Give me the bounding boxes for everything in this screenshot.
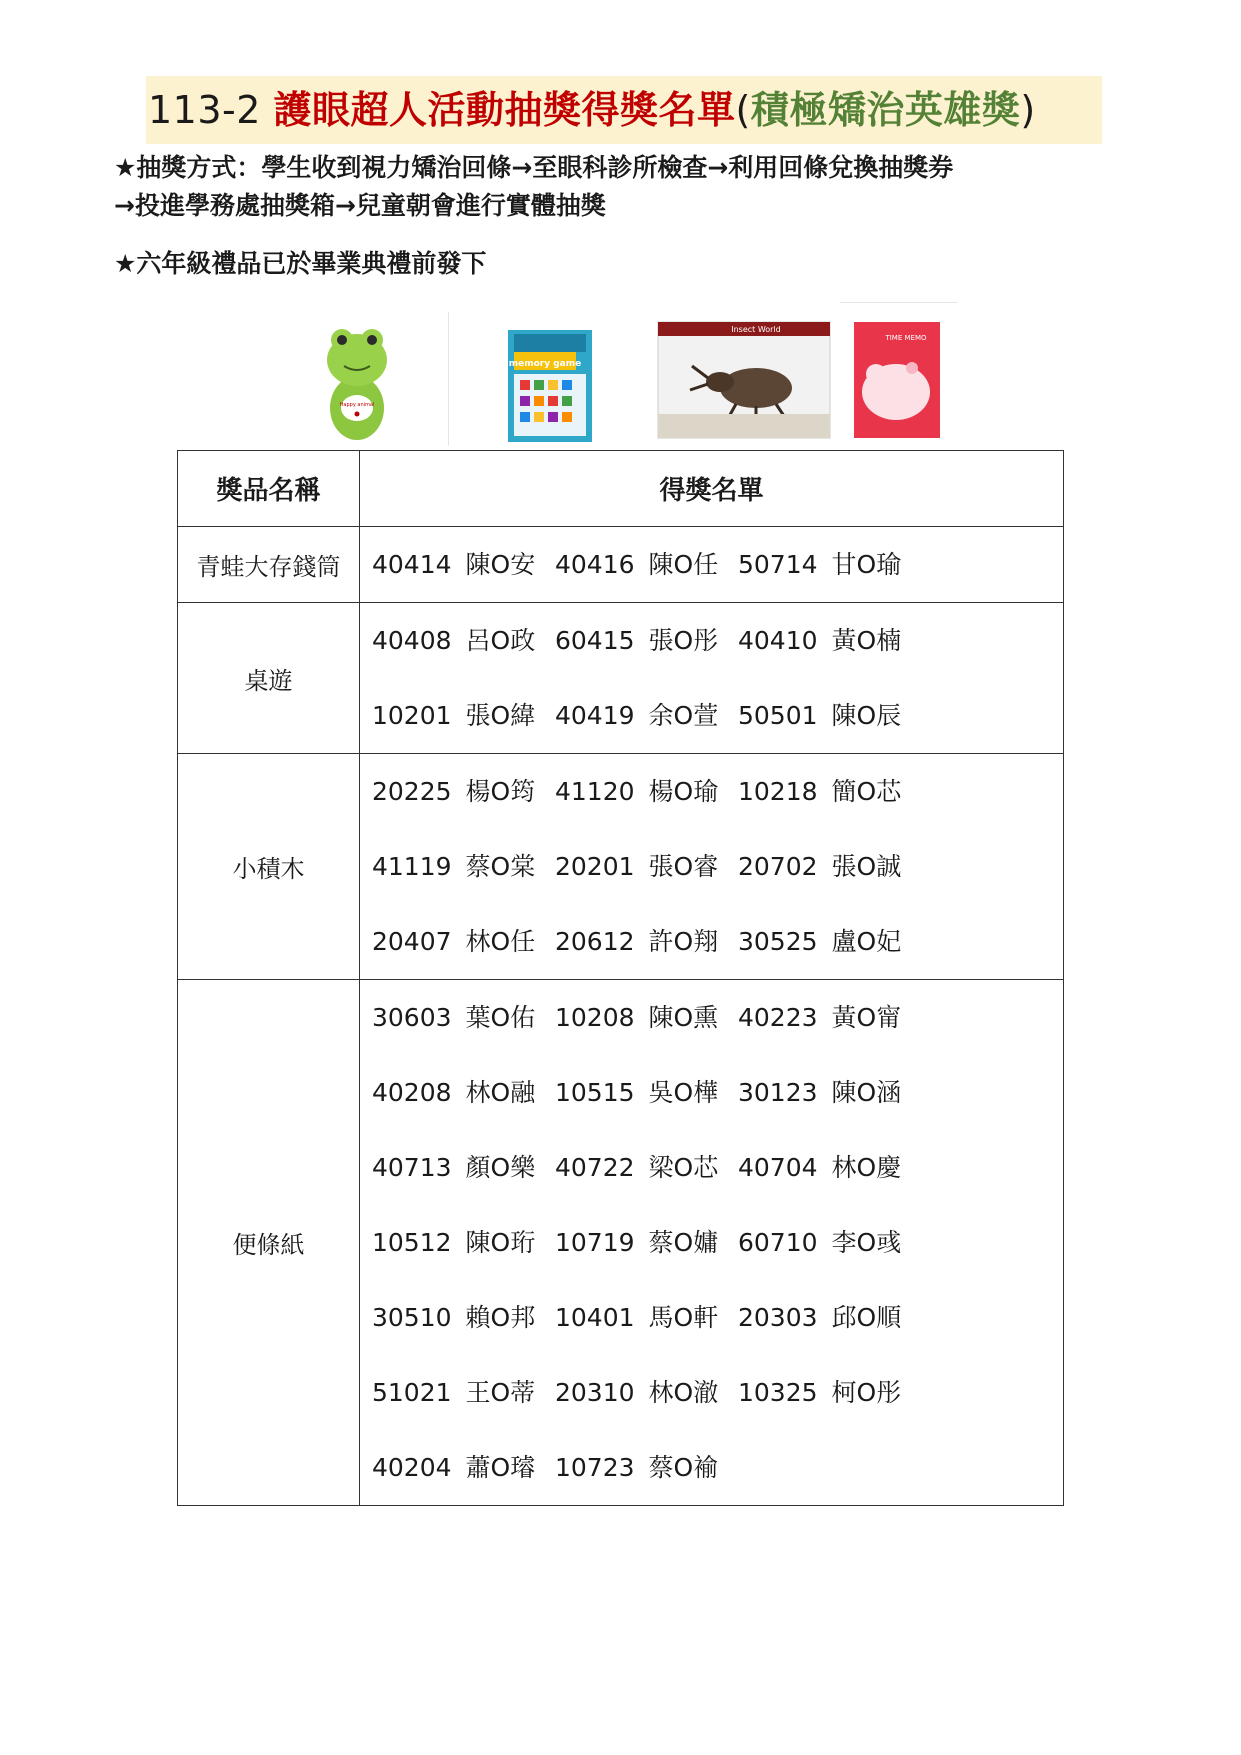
winner-entry xyxy=(372,603,555,678)
student-number: 20612 xyxy=(555,927,635,956)
student-name: 簡O芯 xyxy=(831,777,902,806)
winners-table xyxy=(177,450,1064,1506)
student-number: 60415 xyxy=(555,626,635,655)
prize-name-cell: 青蛙大存錢筒 xyxy=(178,527,360,603)
winner-entry xyxy=(738,1280,921,1355)
winner-entry xyxy=(372,904,555,979)
student-name: 蕭O璿 xyxy=(465,1453,536,1482)
small-blocks-image xyxy=(656,318,832,442)
student-name: 蔡O褕 xyxy=(648,1453,719,1482)
student-number: 30603 xyxy=(372,1003,452,1032)
grade6-note: ★六年級禮品已於畢業典禮前發下 xyxy=(114,249,487,278)
title-paren-open: ( xyxy=(735,88,751,132)
winner-entry xyxy=(372,754,555,829)
table-row xyxy=(178,980,1064,1506)
winner-entry xyxy=(372,527,555,602)
student-number: 10512 xyxy=(372,1228,452,1257)
student-number: 10515 xyxy=(555,1078,635,1107)
student-number: 10218 xyxy=(738,777,818,806)
student-name: 許O翔 xyxy=(648,927,719,956)
winner-entry xyxy=(372,1280,555,1355)
board-game-image xyxy=(500,326,600,446)
winner-line xyxy=(372,1055,1051,1130)
student-number: 20407 xyxy=(372,927,452,956)
winner-entry xyxy=(738,678,921,753)
image-divider xyxy=(840,302,958,303)
student-name: 陳O珩 xyxy=(465,1228,536,1257)
memo-text: TIME MEMO xyxy=(885,334,927,342)
winner-entry xyxy=(555,603,738,678)
student-number: 41120 xyxy=(555,777,635,806)
winner-entry xyxy=(372,1355,555,1430)
table-row xyxy=(178,603,1064,754)
winner-line xyxy=(372,904,1051,979)
student-name: 張O誠 xyxy=(831,852,902,881)
frog-badge-text: Happy animal xyxy=(339,402,375,408)
winner-entry xyxy=(372,1055,555,1130)
winner-entry xyxy=(555,678,738,753)
winners-cell xyxy=(360,603,1064,754)
winner-entry xyxy=(738,904,921,979)
student-number: 20225 xyxy=(372,777,452,806)
winner-entry xyxy=(372,829,555,904)
student-name: 陳O涵 xyxy=(831,1078,902,1107)
prize-name-cell: 便條紙 xyxy=(178,980,360,1506)
table-row xyxy=(178,527,1064,603)
page-title xyxy=(148,84,1036,136)
student-name: 王O蒂 xyxy=(465,1378,536,1407)
student-name: 陳O熏 xyxy=(648,1003,719,1032)
title-paren-close: ) xyxy=(1020,88,1036,132)
winner-line xyxy=(372,1430,1051,1505)
student-name: 張O彤 xyxy=(648,626,719,655)
student-number: 50714 xyxy=(738,550,818,579)
winner-entry xyxy=(738,829,921,904)
winner-line xyxy=(372,1205,1051,1280)
student-number: 40408 xyxy=(372,626,452,655)
student-name: 余O萱 xyxy=(648,701,719,730)
prize-name-cell: 小積木 xyxy=(178,754,360,980)
winners-cell xyxy=(360,527,1064,603)
header-winner-list: 得獎名單 xyxy=(360,451,1064,527)
student-number: 30525 xyxy=(738,927,818,956)
student-name: 呂O政 xyxy=(465,626,536,655)
student-name: 陳O辰 xyxy=(831,701,902,730)
winner-line xyxy=(372,527,1051,602)
winner-entry xyxy=(738,1355,921,1430)
student-name: 黃O甯 xyxy=(831,1003,902,1032)
student-name: 賴O邦 xyxy=(465,1303,536,1332)
student-name: 吳O樺 xyxy=(648,1078,719,1107)
winner-entry xyxy=(372,980,555,1055)
student-name: 林O任 xyxy=(465,927,536,956)
student-name: 張O睿 xyxy=(648,852,719,881)
winner-entry xyxy=(738,1205,921,1280)
title-subtitle: 積極矯治英雄獎 xyxy=(750,88,1021,132)
student-number: 10723 xyxy=(555,1453,635,1482)
student-name: 馬O軒 xyxy=(648,1303,719,1332)
student-name: 黃O楠 xyxy=(831,626,902,655)
winner-line xyxy=(372,1280,1051,1355)
draw-method-note: ★抽獎方式：學生收到視力矯治回條→至眼科診所檢查→利用回條兌換抽獎券 xyxy=(114,153,954,182)
student-number: 20702 xyxy=(738,852,818,881)
student-name: 甘O瑜 xyxy=(831,550,902,579)
winner-entry xyxy=(555,754,738,829)
winner-entry xyxy=(555,1355,738,1430)
prize-name-cell: 桌遊 xyxy=(178,603,360,754)
winner-entry xyxy=(738,1055,921,1130)
student-number: 20303 xyxy=(738,1303,818,1332)
student-number: 50501 xyxy=(738,701,818,730)
student-number: 40419 xyxy=(555,701,635,730)
winner-entry xyxy=(738,1130,921,1205)
memo-pad-image xyxy=(850,320,944,440)
student-name: 楊O筠 xyxy=(465,777,536,806)
winner-entry xyxy=(555,980,738,1055)
student-number: 40410 xyxy=(738,626,818,655)
student-name: 蔡O嫞 xyxy=(648,1228,719,1257)
student-number: 51021 xyxy=(372,1378,452,1407)
winner-entry xyxy=(738,603,921,678)
table-body xyxy=(178,527,1064,1506)
table-header-row xyxy=(178,451,1064,527)
winner-line xyxy=(372,1355,1051,1430)
winner-entry xyxy=(555,904,738,979)
student-number: 40416 xyxy=(555,550,635,579)
title-main: 護眼超人活動抽獎得獎名單 xyxy=(273,88,736,132)
winner-line xyxy=(372,1130,1051,1205)
student-name: 李O彧 xyxy=(831,1228,902,1257)
student-number: 10401 xyxy=(555,1303,635,1332)
student-number: 10208 xyxy=(555,1003,635,1032)
student-number: 10201 xyxy=(372,701,452,730)
game-box-text: memory game xyxy=(508,359,582,369)
student-name: 邱O順 xyxy=(831,1303,902,1332)
student-number: 40208 xyxy=(372,1078,452,1107)
winner-entry xyxy=(372,1130,555,1205)
student-number: 40704 xyxy=(738,1153,818,1182)
title-number: 113-2 xyxy=(148,88,274,132)
draw-method-note-cont: →投進學務處抽獎箱→兒童朝會進行實體抽獎 xyxy=(114,191,606,220)
student-name: 林O融 xyxy=(465,1078,536,1107)
insect-box-text: Insect World xyxy=(731,325,781,334)
winner-entry xyxy=(555,1130,738,1205)
student-name: 陳O安 xyxy=(465,550,536,579)
student-name: 葉O佑 xyxy=(465,1003,536,1032)
student-number: 60710 xyxy=(738,1228,818,1257)
student-number: 40713 xyxy=(372,1153,452,1182)
student-number: 30123 xyxy=(738,1078,818,1107)
image-divider xyxy=(448,312,449,446)
student-number: 20201 xyxy=(555,852,635,881)
winner-line xyxy=(372,829,1051,904)
winner-line xyxy=(372,754,1051,829)
winners-cell xyxy=(360,754,1064,980)
student-number: 10719 xyxy=(555,1228,635,1257)
winners-cell xyxy=(360,980,1064,1506)
winner-entry xyxy=(555,1205,738,1280)
table-row xyxy=(178,754,1064,980)
student-name: 梁O芯 xyxy=(648,1153,719,1182)
student-number: 10325 xyxy=(738,1378,818,1407)
winner-entry xyxy=(372,1430,555,1505)
student-number: 40223 xyxy=(738,1003,818,1032)
winner-line xyxy=(372,980,1051,1055)
winner-entry xyxy=(372,1205,555,1280)
student-name: 林O澈 xyxy=(648,1378,719,1407)
student-name: 蔡O棠 xyxy=(465,852,536,881)
header-prize-name: 獎品名稱 xyxy=(178,451,360,527)
student-name: 林O慶 xyxy=(831,1153,902,1182)
winner-entry xyxy=(555,1280,738,1355)
student-number: 40414 xyxy=(372,550,452,579)
student-number: 40722 xyxy=(555,1153,635,1182)
winner-entry xyxy=(738,527,921,602)
winner-line xyxy=(372,678,1051,753)
winner-line xyxy=(372,603,1051,678)
student-name: 盧O妃 xyxy=(831,927,902,956)
student-name: 張O緯 xyxy=(465,701,536,730)
student-name: 楊O瑜 xyxy=(648,777,719,806)
student-number: 20310 xyxy=(555,1378,635,1407)
frog-bank-image xyxy=(318,322,396,442)
winner-entry xyxy=(738,754,921,829)
student-number: 41119 xyxy=(372,852,452,881)
winner-entry xyxy=(555,829,738,904)
student-name: 顏O樂 xyxy=(465,1153,536,1182)
winner-entry xyxy=(372,678,555,753)
student-number: 30510 xyxy=(372,1303,452,1332)
student-name: 陳O任 xyxy=(648,550,719,579)
winner-entry xyxy=(555,1055,738,1130)
student-number: 40204 xyxy=(372,1453,452,1482)
winner-entry xyxy=(555,1430,738,1505)
winner-entry xyxy=(555,527,738,602)
winner-entry xyxy=(738,980,921,1055)
student-name: 柯O彤 xyxy=(831,1378,902,1407)
